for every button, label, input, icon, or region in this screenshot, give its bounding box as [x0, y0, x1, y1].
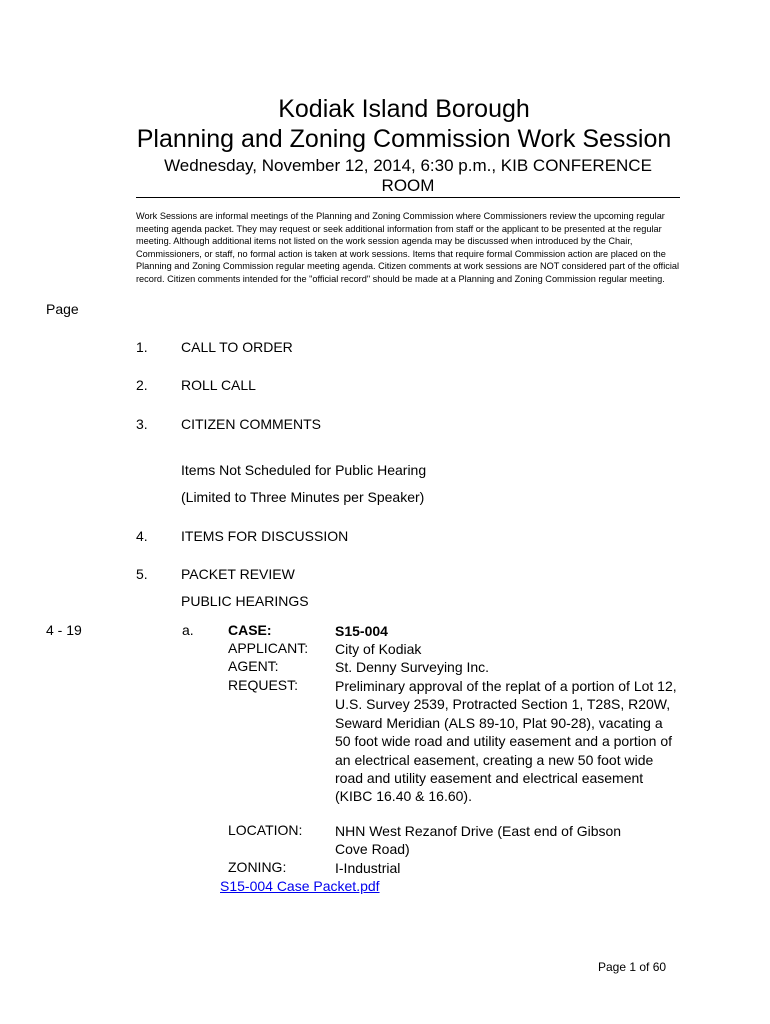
case-number: S15-004 — [335, 623, 388, 639]
case-packet-link[interactable]: S15-004 Case Packet.pdf — [220, 878, 380, 894]
citizen-comments-note-1: Items Not Scheduled for Public Hearing — [181, 462, 427, 478]
agent-label: AGENT: — [228, 658, 279, 674]
agenda-number: 3. — [136, 416, 148, 432]
case-letter: a. — [182, 622, 194, 638]
case-page-range: 4 - 19 — [46, 622, 82, 638]
agenda-item-packet-review: PACKET REVIEW — [181, 566, 295, 582]
zoning-value: I-Industrial — [335, 860, 401, 876]
title-line-1: Kodiak Island Borough — [278, 95, 530, 123]
header-divider — [136, 197, 680, 198]
citizen-comments-note-2: (Limited to Three Minutes per Speaker) — [181, 489, 425, 505]
agenda-item-roll-call: ROLL CALL — [181, 377, 256, 393]
agenda-number: 5. — [136, 566, 148, 582]
applicant-value: City of Kodiak — [335, 641, 422, 657]
agenda-item-items-for-discussion: ITEMS FOR DISCUSSION — [181, 528, 349, 544]
page-number: Page 1 of 60 — [598, 960, 667, 974]
agent-value: St. Denny Surveying Inc. — [335, 659, 490, 675]
intro-paragraph: Work Sessions are informal meetings of the Planning and Zoning Commission where Commissioners review the upcoming regular meeting agenda packet. They may request or seek additional information from staff or the applicant to be presented at the regular meeting. Although additional items not listed on the work session agenda may be discussed when introduced by the Chair, Commissioners, or staff, no formal action is taken at work sessions. Items that require formal Commission action are placed on the Planning and Zoning Commission regular meeting agenda. Citizen comments at work sessions are NOT considered part of the official record. Citizen comments intended for the "official record" should be made at a Planning and Zoning Commission regular meeting. — [136, 211, 680, 284]
agenda-number: 1. — [136, 339, 148, 355]
location-value: NHN West Rezanof Drive (East end of Gibson Cove Road) — [335, 823, 622, 858]
zoning-label: ZONING: — [228, 859, 287, 875]
agenda-item-citizen-comments: CITIZEN COMMENTS — [181, 416, 321, 432]
agenda-number: 2. — [136, 377, 148, 393]
page-column-label: Page — [46, 301, 79, 317]
request-value: Preliminary approval of the replat of a portion of Lot 12, U.S. Survey 2539, Protracted Section 1, T28S, R20W, Seward Meridian (ALS 89-10, Plat 90-28), vacating a 50 foot wide road and utility easement and a portion of an electrical easement, creating a new 50 foot wide road and utility easement and electrical easement (KIBC 16.40 & 16.60). — [335, 678, 677, 805]
public-hearings-heading: PUBLIC HEARINGS — [181, 593, 309, 609]
location-label: LOCATION: — [228, 822, 303, 838]
meeting-date-location: Wednesday, November 12, 2014, 6:30 p.m., KIB CONFERENCE ROOM — [164, 156, 652, 195]
title-line-2: Planning and Zoning Commission Work Session — [136, 125, 672, 153]
request-label: REQUEST: — [228, 677, 299, 693]
agenda-number: 4. — [136, 528, 148, 544]
case-label: CASE: — [228, 622, 272, 638]
applicant-label: APPLICANT: — [228, 640, 309, 656]
agenda-item-call-to-order: CALL TO ORDER — [181, 339, 293, 355]
